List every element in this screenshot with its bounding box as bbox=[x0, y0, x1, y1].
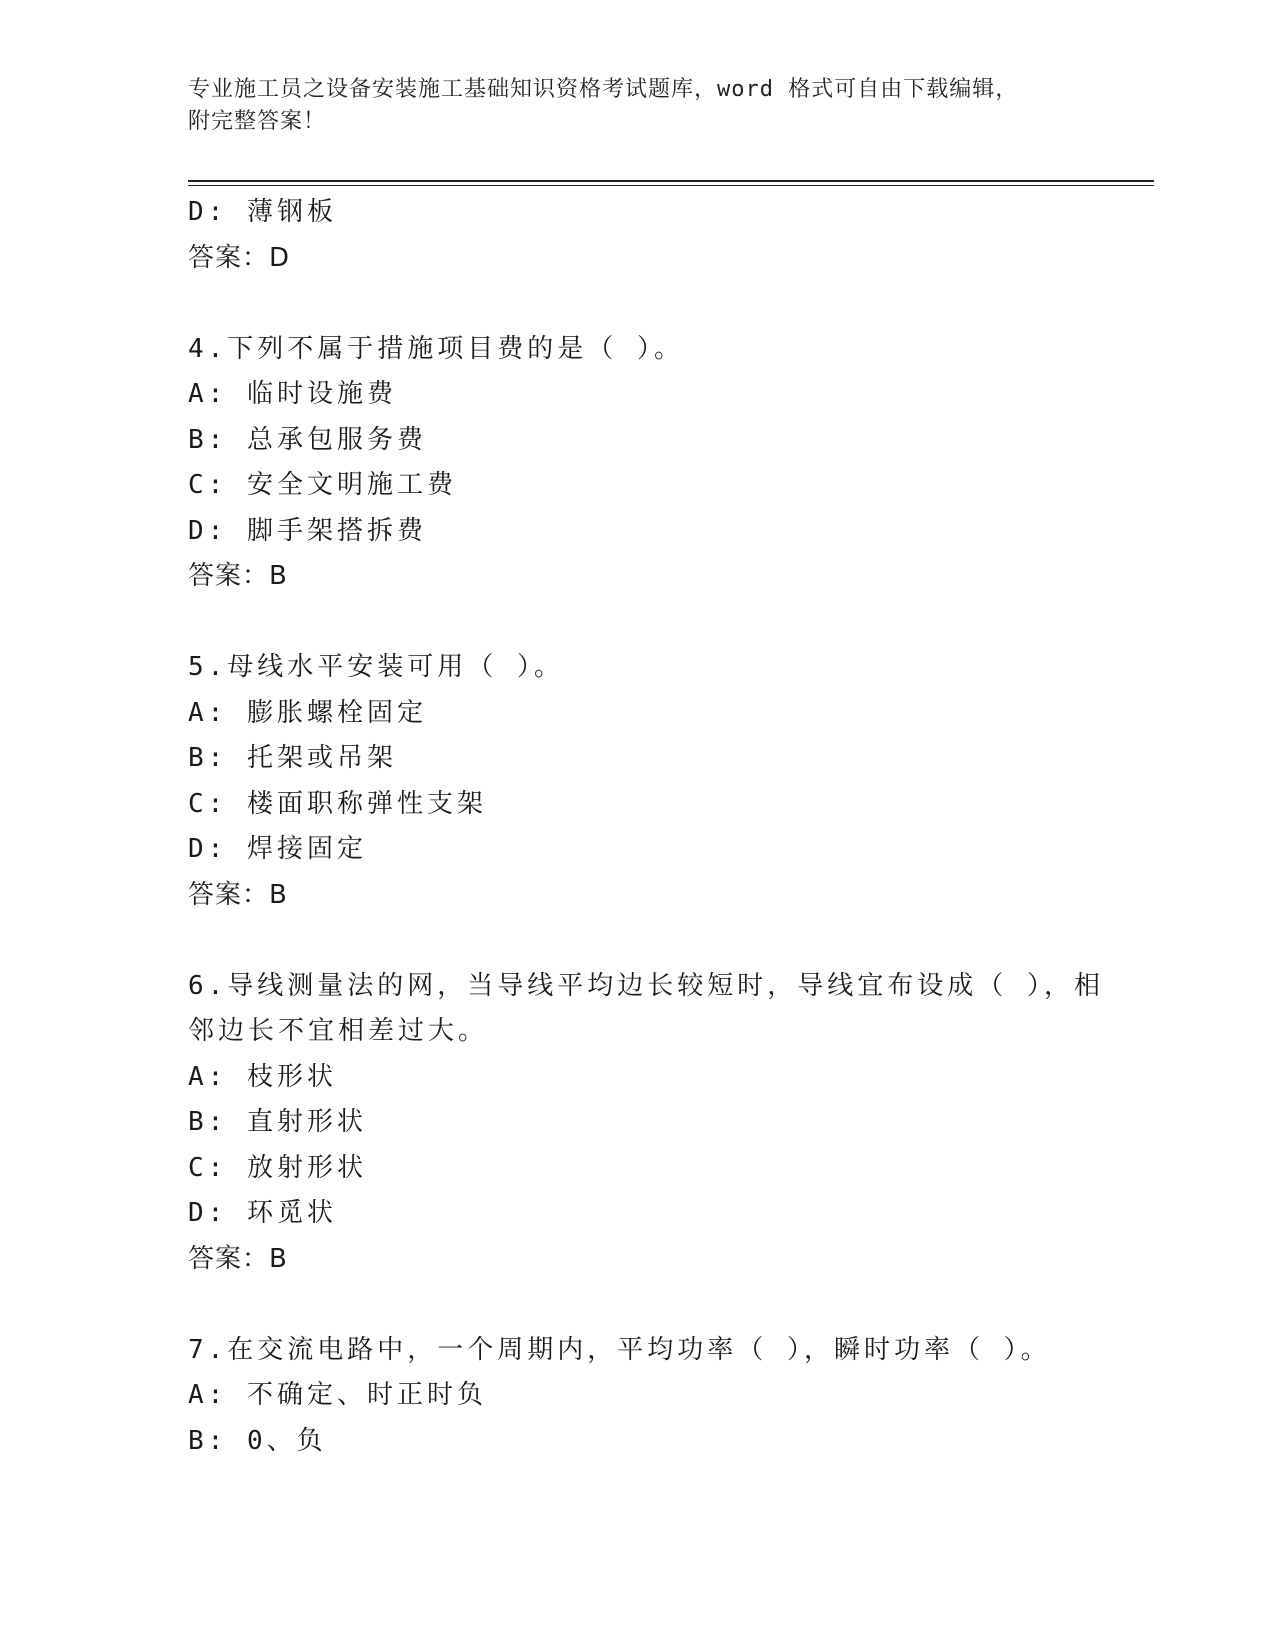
option-d: D: 环觅状 bbox=[188, 1198, 337, 1228]
option-c: C: 放射形状 bbox=[188, 1152, 367, 1183]
option-a: A: 膨胀螺栓固定 bbox=[188, 697, 427, 728]
question-stem-line-1: 6.导线测量法的网，当导线平均边长较短时，导线宜布设成（ ），相 bbox=[188, 970, 1104, 1001]
question-5 bbox=[188, 645, 1088, 918]
question-4 bbox=[188, 327, 1088, 600]
question-stem: 5.母线水平安装可用（ ）。 bbox=[188, 652, 564, 682]
answer-line: 答案：D bbox=[188, 242, 291, 273]
option-d: D: 脚手架搭拆费 bbox=[188, 515, 427, 546]
option-d: D: 焊接固定 bbox=[188, 834, 367, 864]
option-b: B: 0、负 bbox=[188, 1425, 327, 1456]
document-header bbox=[188, 74, 1088, 138]
header-line-1: 专业施工员之设备安装施工基础知识资格考试题库，word 格式可自由下载编辑， bbox=[188, 77, 1019, 102]
option-c: C: 安全文明施工费 bbox=[188, 470, 457, 500]
option-d: D: 薄钢板 bbox=[188, 197, 337, 227]
question-stem: 4.下列不属于措施项目费的是（ ）。 bbox=[188, 333, 684, 364]
question-stem-line-2: 邻边长不宜相差过大。 bbox=[188, 1016, 489, 1046]
carryover-block bbox=[188, 190, 1088, 281]
header-divider-thin bbox=[188, 185, 1154, 186]
option-b: B: 直射形状 bbox=[188, 1107, 367, 1137]
option-b: B: 总承包服务费 bbox=[188, 424, 427, 455]
spacer bbox=[188, 600, 1088, 646]
answer-line: 答案：B bbox=[188, 1243, 288, 1274]
spacer bbox=[188, 918, 1088, 964]
spacer bbox=[188, 281, 1088, 327]
answer-line: 答案：B bbox=[188, 561, 288, 591]
question-content bbox=[188, 190, 1104, 1464]
spacer bbox=[188, 1282, 1088, 1328]
option-a: A: 临时设施费 bbox=[188, 379, 397, 409]
option-a: A: 枝形状 bbox=[188, 1061, 337, 1092]
option-c: C: 楼面职称弹性支架 bbox=[188, 788, 487, 819]
option-b: B: 托架或吊架 bbox=[188, 743, 397, 773]
question-stem: 7.在交流电路中，一个周期内，平均功率（ ），瞬时功率（ ）。 bbox=[188, 1334, 1051, 1365]
option-a: A: 不确定、时正时负 bbox=[188, 1380, 487, 1410]
header-line-2: 附完整答案！ bbox=[188, 109, 327, 134]
header-divider-thick bbox=[188, 180, 1154, 182]
question-7 bbox=[188, 1328, 1088, 1465]
question-6 bbox=[188, 964, 1104, 1283]
answer-line: 答案：B bbox=[188, 879, 288, 910]
